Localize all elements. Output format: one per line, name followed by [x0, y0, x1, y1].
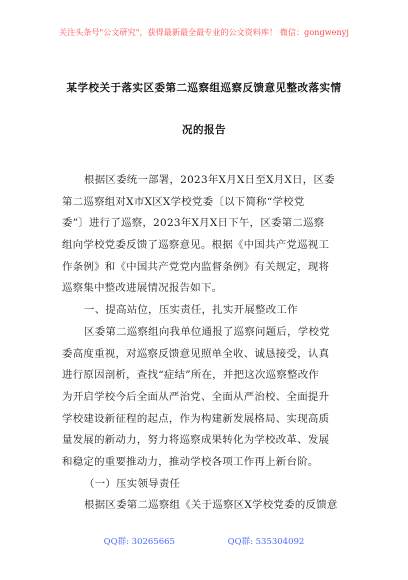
body-line: 组向学校党委反馈了巡察意见。根据《中国共产党巡视工: [62, 239, 330, 252]
body-line: 一、提高站位，压实责任，扎实开展整改工作: [84, 304, 298, 317]
footer-contacts: [0, 535, 408, 547]
body-line: 学校建设新征程的起点，作为构建新发展格局、实现高质: [62, 412, 330, 425]
body-line: 第二巡察组对X市X区X学校党委〔以下简称“学校党: [62, 195, 305, 208]
qq-group-1: QQ群: 30265665: [103, 537, 175, 547]
body-line: 作条例》和《中国共产党党内监督条例》有关规定，现将: [62, 260, 330, 273]
body-line: 进行原因剖析，查找“症结”所在，并把这次巡察整改作: [62, 369, 320, 382]
document-title-line-2: 况的报告: [182, 124, 226, 136]
body-line: 量发展的新动力，努力将巡察成果转化为学校改革、发展: [62, 434, 330, 447]
body-line: 巡察集中整改进展情况报告如下。: [62, 282, 223, 295]
body-line: 委”〕进行了巡察，2023年X月X日下午，区委第二巡察: [62, 217, 325, 230]
body-line: 委高度重视，对巡察反馈意见照单全收、诚恳接受，认真: [62, 347, 330, 360]
document-title-line-1: 某学校关于落实区委第二巡察组巡察反馈意见整改落实情: [66, 82, 342, 94]
body-line: 根据区委第二巡察组《关于巡察区X学校党委的反馈意: [84, 499, 338, 512]
body-line: 和稳定的重要推动力，推动学校各项工作再上新台阶。: [62, 455, 319, 468]
document-body: [62, 170, 346, 517]
body-line: （一）压实领导责任: [84, 477, 181, 490]
body-line: 区委第二巡察组向我单位通报了巡察问题后，学校党: [84, 325, 330, 338]
body-line: 为开启学校今后全面从严治党、全面从严治校、全面提升: [62, 390, 330, 403]
body-line: 根据区委统一部署，2023年X月X日至X月X日，区委: [84, 174, 335, 186]
promo-banner: 关注头条号"公文研究"，获得最新最全最专业的公文资料库！ 微信：gongwenyj: [59, 28, 349, 37]
qq-group-2: QQ群: 535304092: [227, 537, 305, 547]
